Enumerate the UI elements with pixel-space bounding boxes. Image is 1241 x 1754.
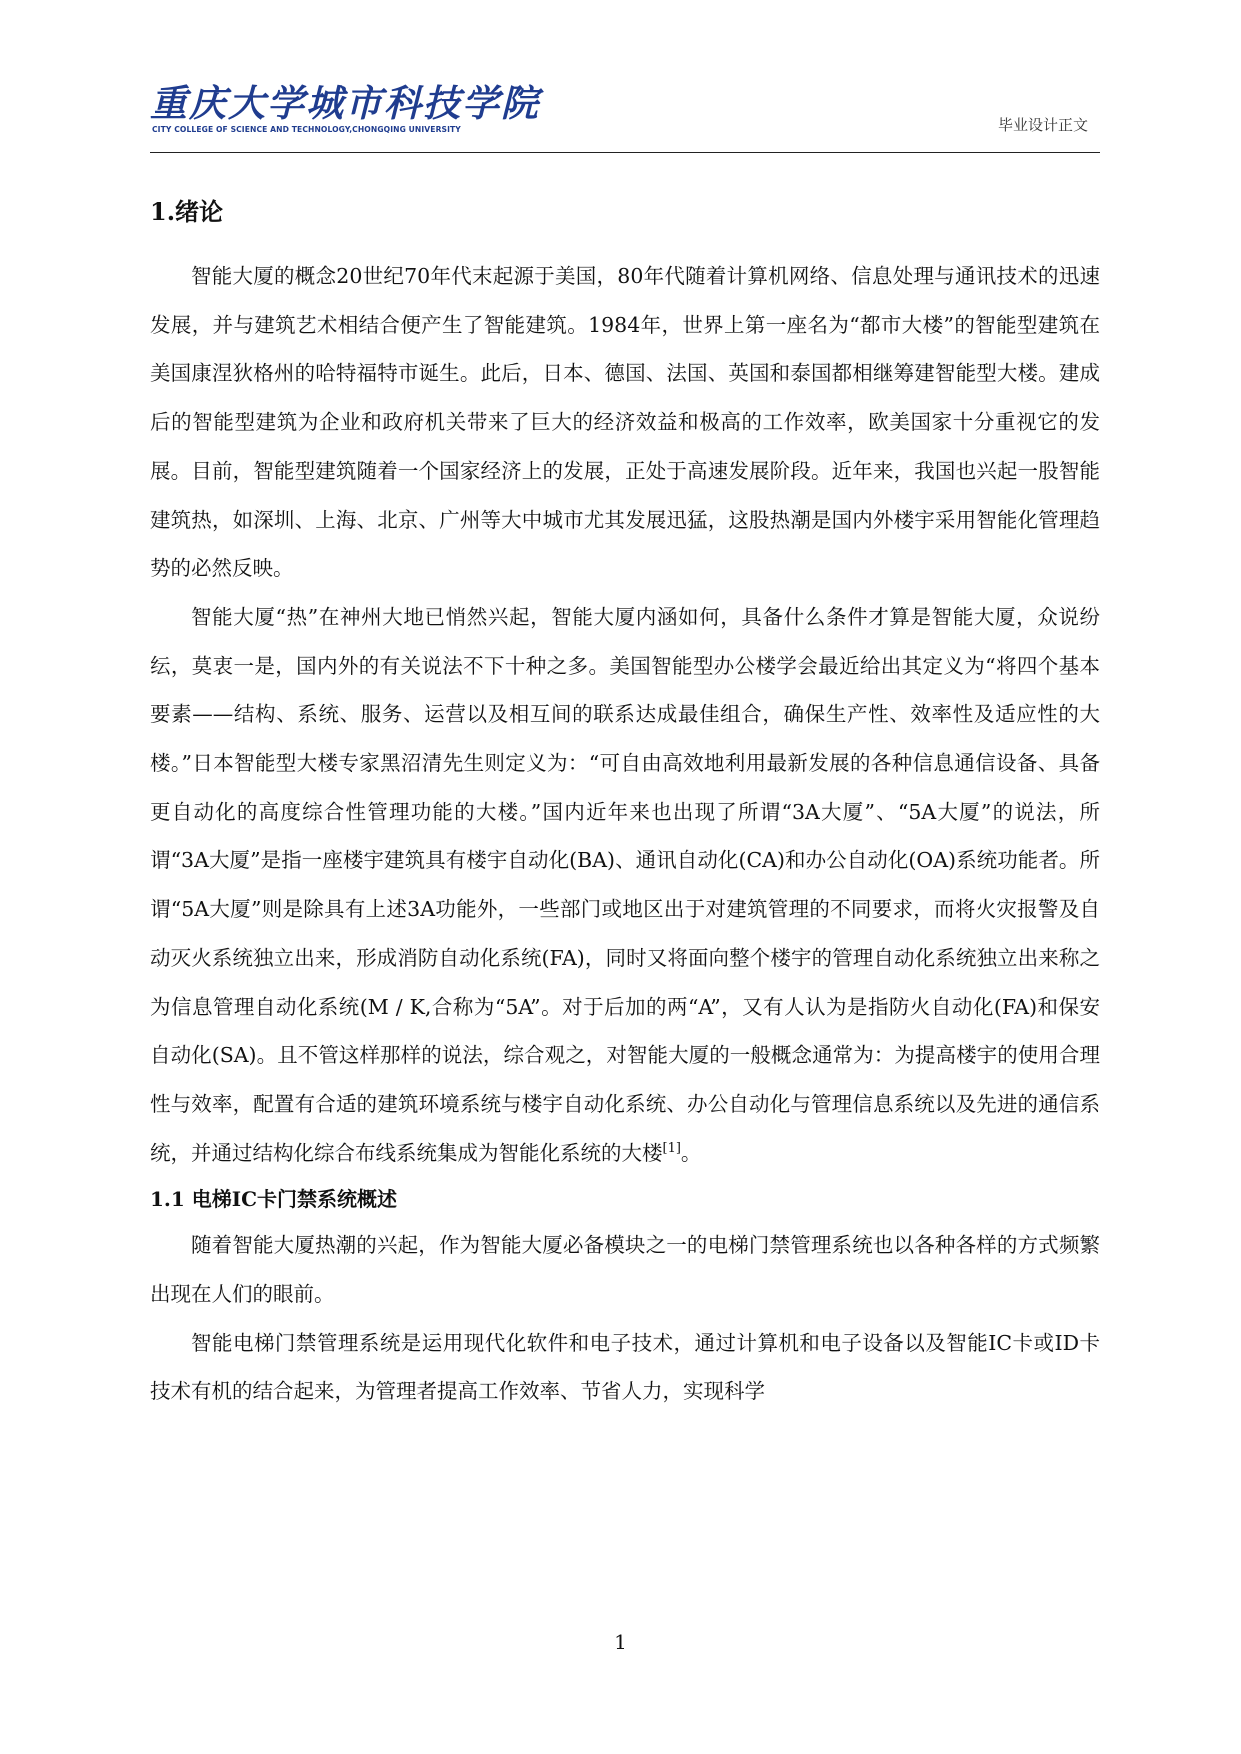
paragraph-definition xyxy=(150,593,1100,1177)
university-logo xyxy=(150,82,570,142)
page-header xyxy=(150,82,1100,153)
chapter-title: 1.绪论 xyxy=(150,197,224,226)
logo-chinese-text: 重庆大学城市科技学院 xyxy=(150,81,540,125)
paragraph-definition-end: 。 xyxy=(680,1140,702,1165)
paragraph-section-1: 随着智能大厦热潮的兴起，作为智能大厦必备模块之一的电梯门禁管理系统也以各种各样的方式频繁出现在人们的眼前。 xyxy=(150,1233,1100,1307)
paragraph-definition-text: 智能大厦“热”在神州大地已悄然兴起，智能大厦内涵如何，具备什么条件才算是智能大厦，众说纷纭，莫衷一是，国内外的有关说法不下十种之多。美国智能型办公楼学会最近给出其定义为“将四个基本要素——结构、系统、服务、运营以及相互间的联系达成最佳组合，确保生产性、效率性及适应性的大楼。”日本智能型大楼专家黑沼清先生则定义为：“可自由高效地利用最新发展的各种信息通信设备、具备更自动化的高度综合性管理功能的大楼。”国内近年来也出现了所谓“3A大厦”、“5A大厦”的说法，所谓“3A大厦”是指一座楼宇建筑具有楼宇自动化(BA)、通讯自动化(CA)和办公自动化(OA)系统功能者。所谓“5A大厦”则是除具有上述3A功能外，一些部门或地区出于对建筑管理的不同要求，而将火灾报警及自动灭火系统独立出来，形成消防自动化系统(FA)，同时又将面向整个楼宇的管理自动化系统独立出来称之为信息管理自动化系统(M / K,合称为“5A”。对于后加的两“A”，又有人认为是指防火自动化(FA)和保安自动化(SA)。且不管这样那样的说法，综合观之，对智能大厦的一般概念通常为：为提高楼宇的使用合理性与效率，配置有合适的建筑环境系统与楼宇自动化系统、办公自动化与管理信息系统以及先进的通信系统，并通过结构化综合布线系统集成为智能化系统的大楼 xyxy=(150,604,1100,1165)
paragraph-section-2: 智能电梯门禁管理系统是运用现代化软件和电子技术，通过计算机和电子设备以及智能IC卡或ID卡技术有机的结合起来，为管理者提高工作效率、节省人力，实现科学 xyxy=(150,1330,1100,1404)
section-title: 1.1 电梯IC卡门禁系统概述 xyxy=(150,1187,398,1212)
paragraph-intro: 智能大厦的概念20世纪70年代末起源于美国，80年代随着计算机网络、信息处理与通讯技术的迅速发展，并与建筑艺术相结合便产生了智能建筑。1984年，世界上第一座名为“都市大楼”的智能型建筑在美国康涅狄格州的哈特福特市诞生。此后，日本、德国、法国、英国和泰国都相继筹建智能型大楼。建成后的智能型建筑为企业和政府机关带来了巨大的经济效益和极高的工作效率，欧美国家十分重视它的发展。目前，智能型建筑随着一个国家经济上的发展，正处于高速发展阶段。近年来，我国也兴起一股智能建筑热，如深圳、上海、北京、广州等大中城市尤其发展迅猛，这股热潮是国内外楼宇采用智能化管理趋势的必然反映。 xyxy=(150,264,1100,581)
header-section-label: 毕业设计正文 xyxy=(997,116,1088,134)
citation-reference: [1] xyxy=(662,1140,681,1156)
logo-english-text: CITY COLLEGE OF SCIENCE AND TECHNOLOGY,CHONGQING UNIVERSITY xyxy=(152,125,461,134)
document-body xyxy=(150,180,1100,1416)
page-number: 1 xyxy=(614,1630,627,1654)
